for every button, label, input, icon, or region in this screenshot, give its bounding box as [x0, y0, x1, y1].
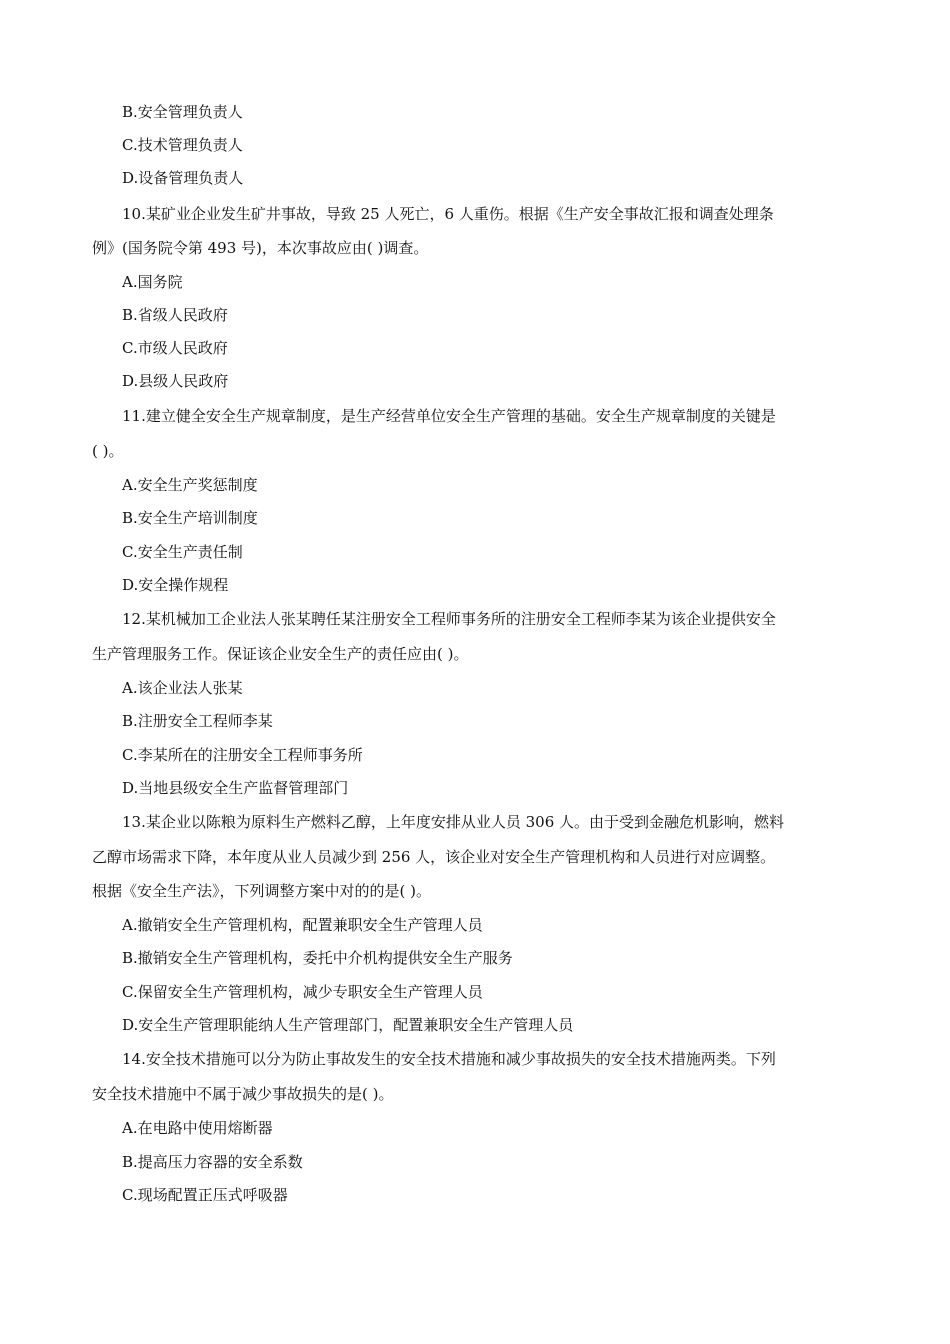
- question-12-line-2: 生产管理服务工作。保证该企业安全生产的责任应由( )。: [92, 645, 469, 663]
- option-10d: D.县级人民政府: [122, 372, 229, 390]
- option-14c: C.现场配置正压式呼吸器: [122, 1186, 288, 1204]
- question-11-line-1: 11.建立健全安全生产规章制度，是生产经营单位安全生产管理的基础。安全生产规章制度的关键是: [122, 407, 776, 425]
- question-11-line-2: ( )。: [92, 442, 124, 460]
- question-12-line-1: 12.某机械加工企业法人张某聘任某注册安全工程师事务所的注册安全工程师李某为该企业提供安全: [122, 610, 776, 628]
- option-12d: D.当地县级安全生产监督管理部门: [122, 779, 349, 797]
- option-13b: B.撤销安全生产管理机构，委托中介机构提供安全生产服务: [122, 949, 513, 967]
- option-12a: A.该企业法人张某: [122, 679, 243, 697]
- option-11a: A.安全生产奖惩制度: [122, 476, 258, 494]
- option-12c: C.李某所在的注册安全工程师事务所: [122, 746, 363, 764]
- question-10-line-1: 10.某矿业企业发生矿井事故，导致 25 人死亡，6 人重伤。根据《生产安全事故汇报和调查处理条: [122, 205, 774, 223]
- option-9d: D.设备管理负责人: [122, 169, 244, 187]
- option-11d: D.安全操作规程: [122, 576, 229, 594]
- question-13-line-2: 乙醇市场需求下降，本年度从业人员减少到 256 人，该企业对安全生产管理机构和人员进行对应调整。: [92, 848, 776, 866]
- option-9c: C.技术管理负责人: [122, 136, 243, 154]
- option-10c: C.市级人民政府: [122, 339, 228, 357]
- option-11b: B.安全生产培训制度: [122, 509, 258, 527]
- option-9b: B.安全管理负责人: [122, 103, 243, 121]
- option-12b: B.注册安全工程师李某: [122, 712, 273, 730]
- question-14-line-1: 14.安全技术措施可以分为防止事故发生的安全技术措施和减少事故损失的安全技术措施两类。下列: [122, 1050, 776, 1068]
- option-14a: A.在电路中使用熔断器: [122, 1119, 273, 1137]
- question-13-line-3: 根据《安全生产法》，下列调整方案中对的的是( )。: [92, 882, 431, 900]
- option-13c: C.保留安全生产管理机构，减少专职安全生产管理人员: [122, 983, 483, 1001]
- option-14b: B.提高压力容器的安全系数: [122, 1153, 303, 1171]
- question-13-line-1: 13.某企业以陈粮为原料生产燃料乙醇，上年度安排从业人员 306 人。由于受到金融危机影响，燃料: [122, 813, 785, 831]
- option-11c: C.安全生产责任制: [122, 543, 243, 561]
- question-14-line-2: 安全技术措施中不属于减少事故损失的是( )。: [92, 1085, 394, 1103]
- option-13d: D.安全生产管理职能纳人生产管理部门，配置兼职安全生产管理人员: [122, 1016, 574, 1034]
- option-13a: A.撤销安全生产管理机构，配置兼职安全生产管理人员: [122, 916, 483, 934]
- option-10a: A.国务院: [122, 273, 183, 291]
- option-10b: B.省级人民政府: [122, 306, 228, 324]
- question-10-line-2: 例》(国务院令第 493 号)，本次事故应由( )调查。: [92, 239, 429, 257]
